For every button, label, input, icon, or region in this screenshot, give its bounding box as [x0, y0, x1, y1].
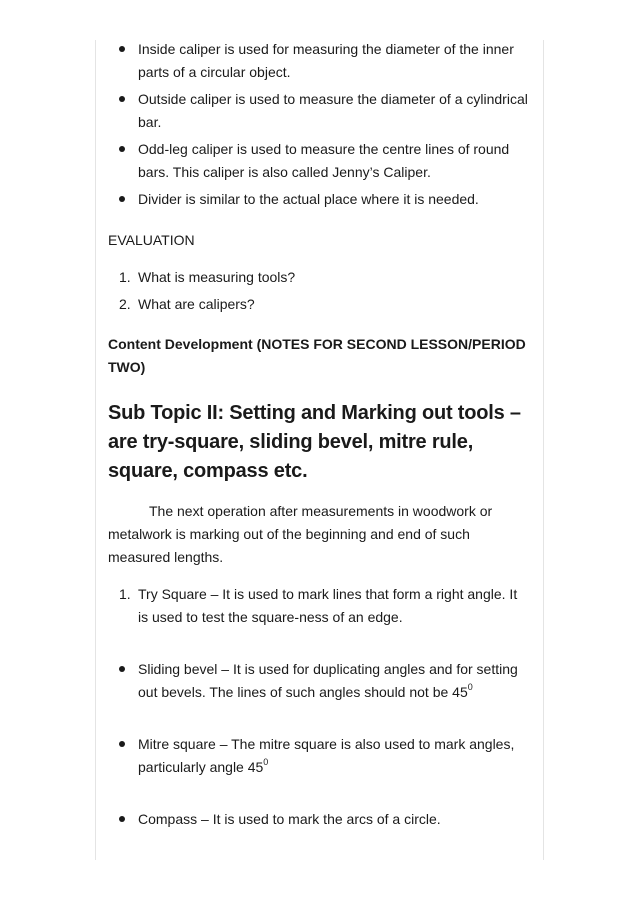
subtopic-heading: Sub Topic II: Setting and Marking out tools – are try-square, sliding bevel, mitre rule, square, compass etc.	[108, 402, 521, 482]
page-border-right	[543, 40, 544, 860]
list-item: Inside caliper is used for measuring the diameter of the inner parts of a circular object.	[108, 38, 528, 84]
page-border-left	[95, 40, 96, 860]
intro-paragraph: The next operation after measurements in woodwork or metalwork is marking out of the beginning and end of such measured lengths.	[108, 503, 493, 565]
list-text: What is measuring tools?	[138, 269, 296, 285]
mitre-square-list	[108, 733, 528, 779]
list-number: 1.	[119, 586, 131, 602]
list-item: Outside caliper is used to measure the diameter of a cylindrical bar.	[108, 88, 528, 134]
superscript: 0	[263, 757, 269, 767]
content-development-heading: Content Development (NOTES FOR SECOND LESSON/PERIOD TWO)	[108, 336, 526, 375]
list-text: Sliding bevel – It is used for duplicating angles and for setting out bevels. The lines of such angles should not be 45	[138, 661, 518, 700]
list-item	[108, 583, 528, 629]
evaluation-heading: EVALUATION	[108, 232, 195, 248]
list-number: 1.	[119, 269, 131, 285]
document-body	[108, 38, 528, 831]
tools-numbered-list	[108, 583, 528, 629]
list-item	[108, 733, 528, 779]
list-item	[108, 658, 528, 704]
list-text: Try Square – It is used to mark lines that form a right angle. It is used to test the square-ness of an edge.	[138, 586, 518, 625]
list-text: Mitre square – The mitre square is also used to mark angles, particularly angle 45	[138, 736, 515, 775]
caliper-list	[108, 38, 528, 211]
list-number: 2.	[119, 296, 131, 312]
list-item: Divider is similar to the actual place where it is needed.	[108, 188, 528, 211]
superscript: 0	[467, 682, 473, 692]
compass-list	[108, 808, 528, 831]
list-item	[108, 293, 528, 316]
evaluation-list	[108, 266, 528, 316]
list-item: Odd-leg caliper is used to measure the centre lines of round bars. This caliper is also called Jenny’s Caliper.	[108, 138, 528, 184]
list-item: Compass – It is used to mark the arcs of a circle.	[108, 808, 528, 831]
list-text: What are calipers?	[138, 296, 255, 312]
sliding-bevel-list	[108, 658, 528, 704]
list-item	[108, 266, 528, 289]
